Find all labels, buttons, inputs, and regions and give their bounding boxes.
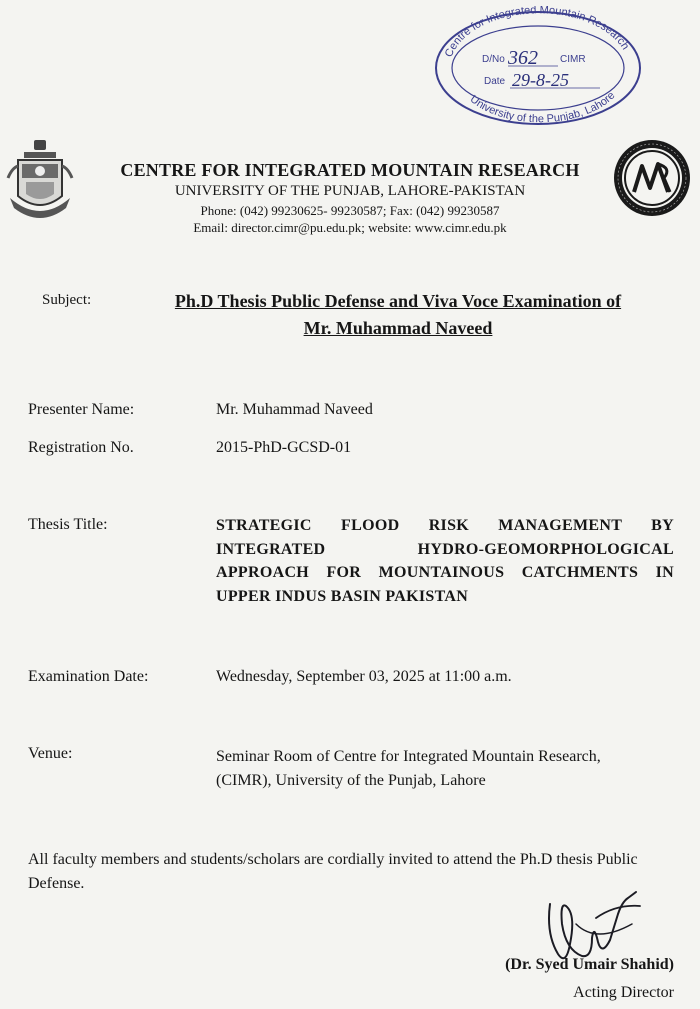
stamp-date-value: 29-8-25	[512, 70, 569, 90]
stamp-bottom-text: University of the Punjab, Lahore	[467, 89, 618, 126]
registration-value: 2015-PhD-GCSD-01	[216, 439, 352, 456]
venue-line-1: Seminar Room of Centre for Integrated Mountain Research,	[216, 748, 601, 765]
subject-line-1: Ph.D Thesis Public Defense and Viva Voce Examination of	[174, 291, 622, 311]
presenter-label: Presenter Name:	[28, 401, 135, 418]
venue-line-2: (CIMR), University of the Punjab, Lahore	[216, 772, 486, 789]
office-stamp	[432, 6, 644, 126]
subject-heading	[128, 288, 668, 342]
stamp-dno-value: 362	[508, 47, 538, 69]
venue-label: Venue:	[28, 745, 73, 762]
thesis-title-value: STRATEGIC FLOOD RISK MANAGEMENT BY INTEGRATED HYDRO-GEOMORPHOLOGICAL APPROACH FOR MOUNTAINOUS CATCHMENTS IN UPPER INDUS BASIN PAKISTAN	[216, 517, 674, 605]
stamp-dno-label: D/No	[482, 54, 505, 65]
exam-date-value: Wednesday, September 03, 2025 at 11:00 a.m.	[216, 668, 512, 685]
university-name: UNIVERSITY OF THE PUNJAB, LAHORE-PAKISTAN	[174, 183, 526, 199]
stamp-arc-text: Centre for Integrated Mountain Research	[442, 6, 632, 59]
stamp-date-label: Date	[484, 76, 506, 87]
exam-date-label: Examination Date:	[28, 668, 149, 685]
registration-label: Registration No.	[28, 439, 134, 456]
centre-name-heading: CENTRE FOR INTEGRATED MOUNTAIN RESEARCH	[120, 160, 580, 180]
subject-label: Subject:	[42, 292, 92, 308]
contact-phone: Phone: (042) 99230625- 99230587; Fax: (042) 99230587	[200, 203, 500, 218]
subject-line-2: Mr. Muhammad Naveed	[303, 318, 493, 338]
thesis-title-label: Thesis Title:	[28, 516, 108, 533]
invitation-text: All faculty members and students/scholars are cordially invited to attend the Ph.D thesis Public Defense.	[28, 851, 638, 892]
venue-value	[216, 745, 674, 793]
contact-email: Email: director.cimr@pu.edu.pk; website: www.cimr.edu.pk	[193, 220, 507, 235]
presenter-value: Mr. Muhammad Naveed	[216, 401, 373, 418]
stamp-dno-suffix: CIMR	[560, 54, 586, 65]
signatory-title: Acting Director	[573, 984, 674, 1001]
signatory-name: (Dr. Syed Umair Shahid)	[505, 956, 674, 973]
